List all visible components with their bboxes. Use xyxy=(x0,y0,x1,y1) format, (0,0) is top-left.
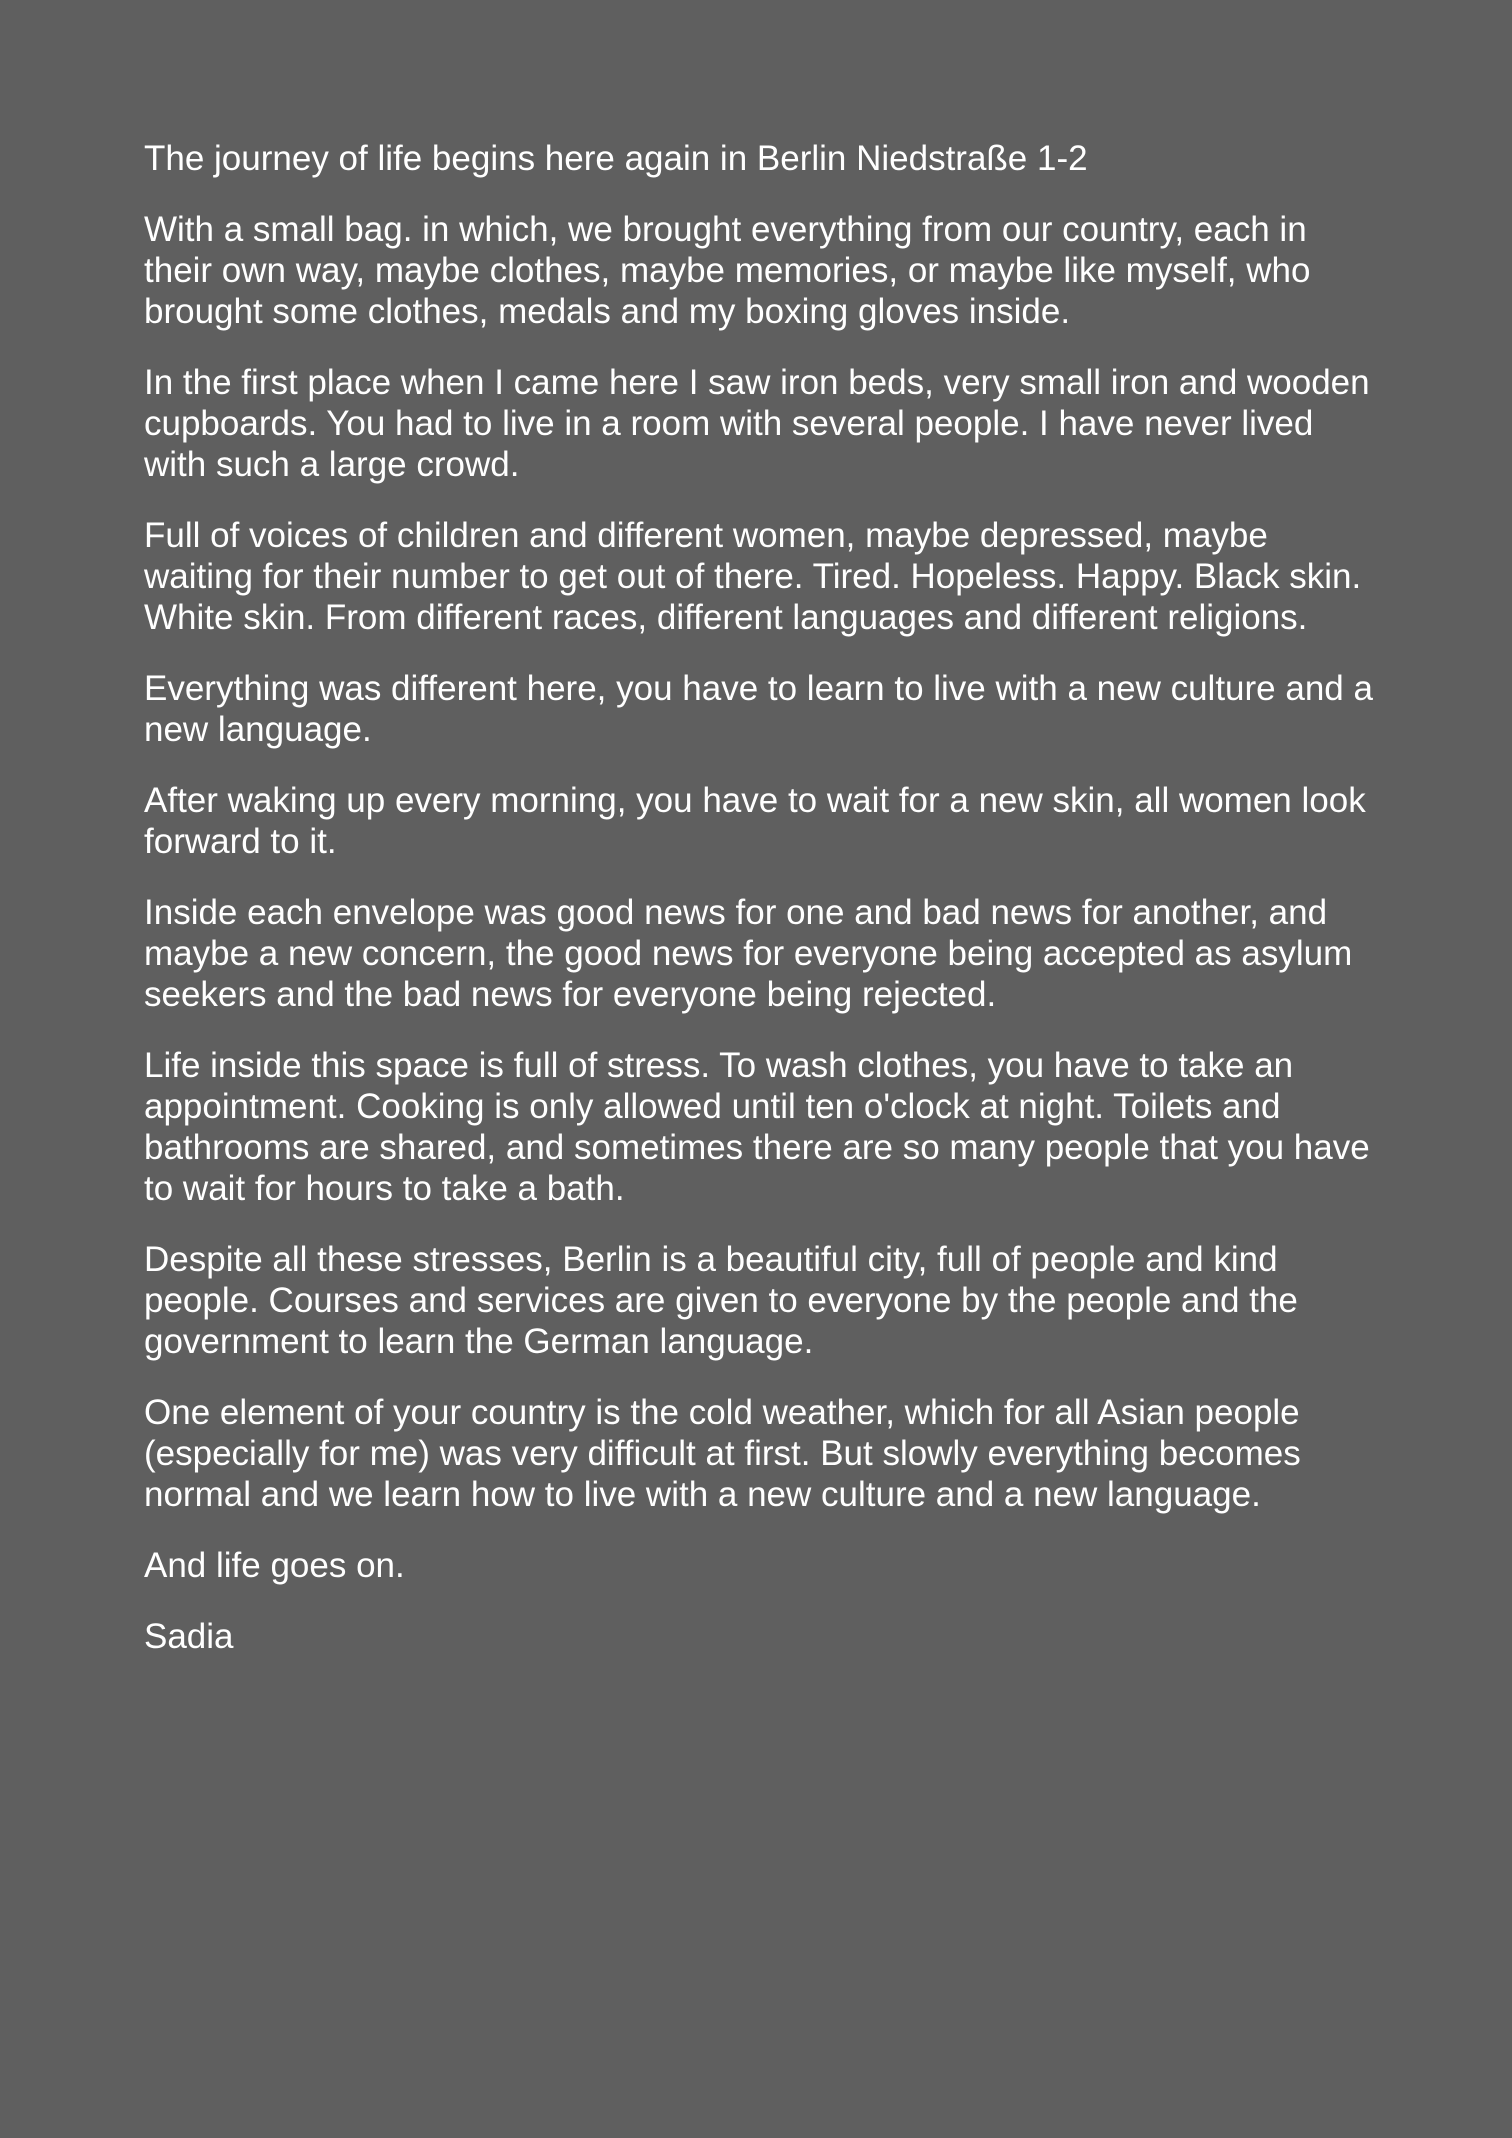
paragraph-9: One element of your country is the cold weather, which for all Asian people (especially for me) was very difficult at first. But slowly everything becomes normal and we learn how to live with a new culture and a new language. xyxy=(144,1393,1301,1514)
paragraph-7: Life inside this space is full of stress. To wash clothes, you have to take an appointment. Cooking is only allowed until ten o'clock at night. Toilets and bathrooms are shared, and sometimes there are so many people that you have to wait for hours to take a bath. xyxy=(144,1046,1370,1208)
signature: Sadia xyxy=(144,1617,234,1656)
paragraph-5: After waking up every morning, you have to wait for a new skin, all women look forward to it. xyxy=(144,781,1366,861)
paragraph-2: In the first place when I came here I saw iron beds, very small iron and wooden cupboards. You had to live in a room with several people. I have never lived with such a large crowd. xyxy=(144,363,1370,484)
paragraph-4: Everything was different here, you have to learn to live with a new culture and a new language. xyxy=(144,669,1373,749)
document-body xyxy=(144,138,1374,1687)
paragraph-10: And life goes on. xyxy=(144,1546,405,1585)
document-title: The journey of life begins here again in Berlin Niedstraße 1-2 xyxy=(144,139,1088,178)
paragraph-6: Inside each envelope was good news for one and bad news for another, and maybe a new concern, the good news for everyone being accepted as asylum seekers and the bad news for everyone being rejected. xyxy=(144,893,1353,1014)
paragraph-3: Full of voices of children and different women, maybe depressed, maybe waiting for their number to get out of there. Tired. Hopeless. Happy. Black skin. White skin. From different races, different languages and different religions. xyxy=(144,516,1362,637)
paragraph-1: With a small bag. in which, we brought everything from our country, each in their own way, maybe clothes, maybe memories, or maybe like myself, who brought some clothes, medals and my boxing gloves inside. xyxy=(144,210,1311,331)
paragraph-8: Despite all these stresses, Berlin is a beautiful city, full of people and kind people. Courses and services are given to everyone by the people and the government to learn the German language. xyxy=(144,1240,1298,1361)
